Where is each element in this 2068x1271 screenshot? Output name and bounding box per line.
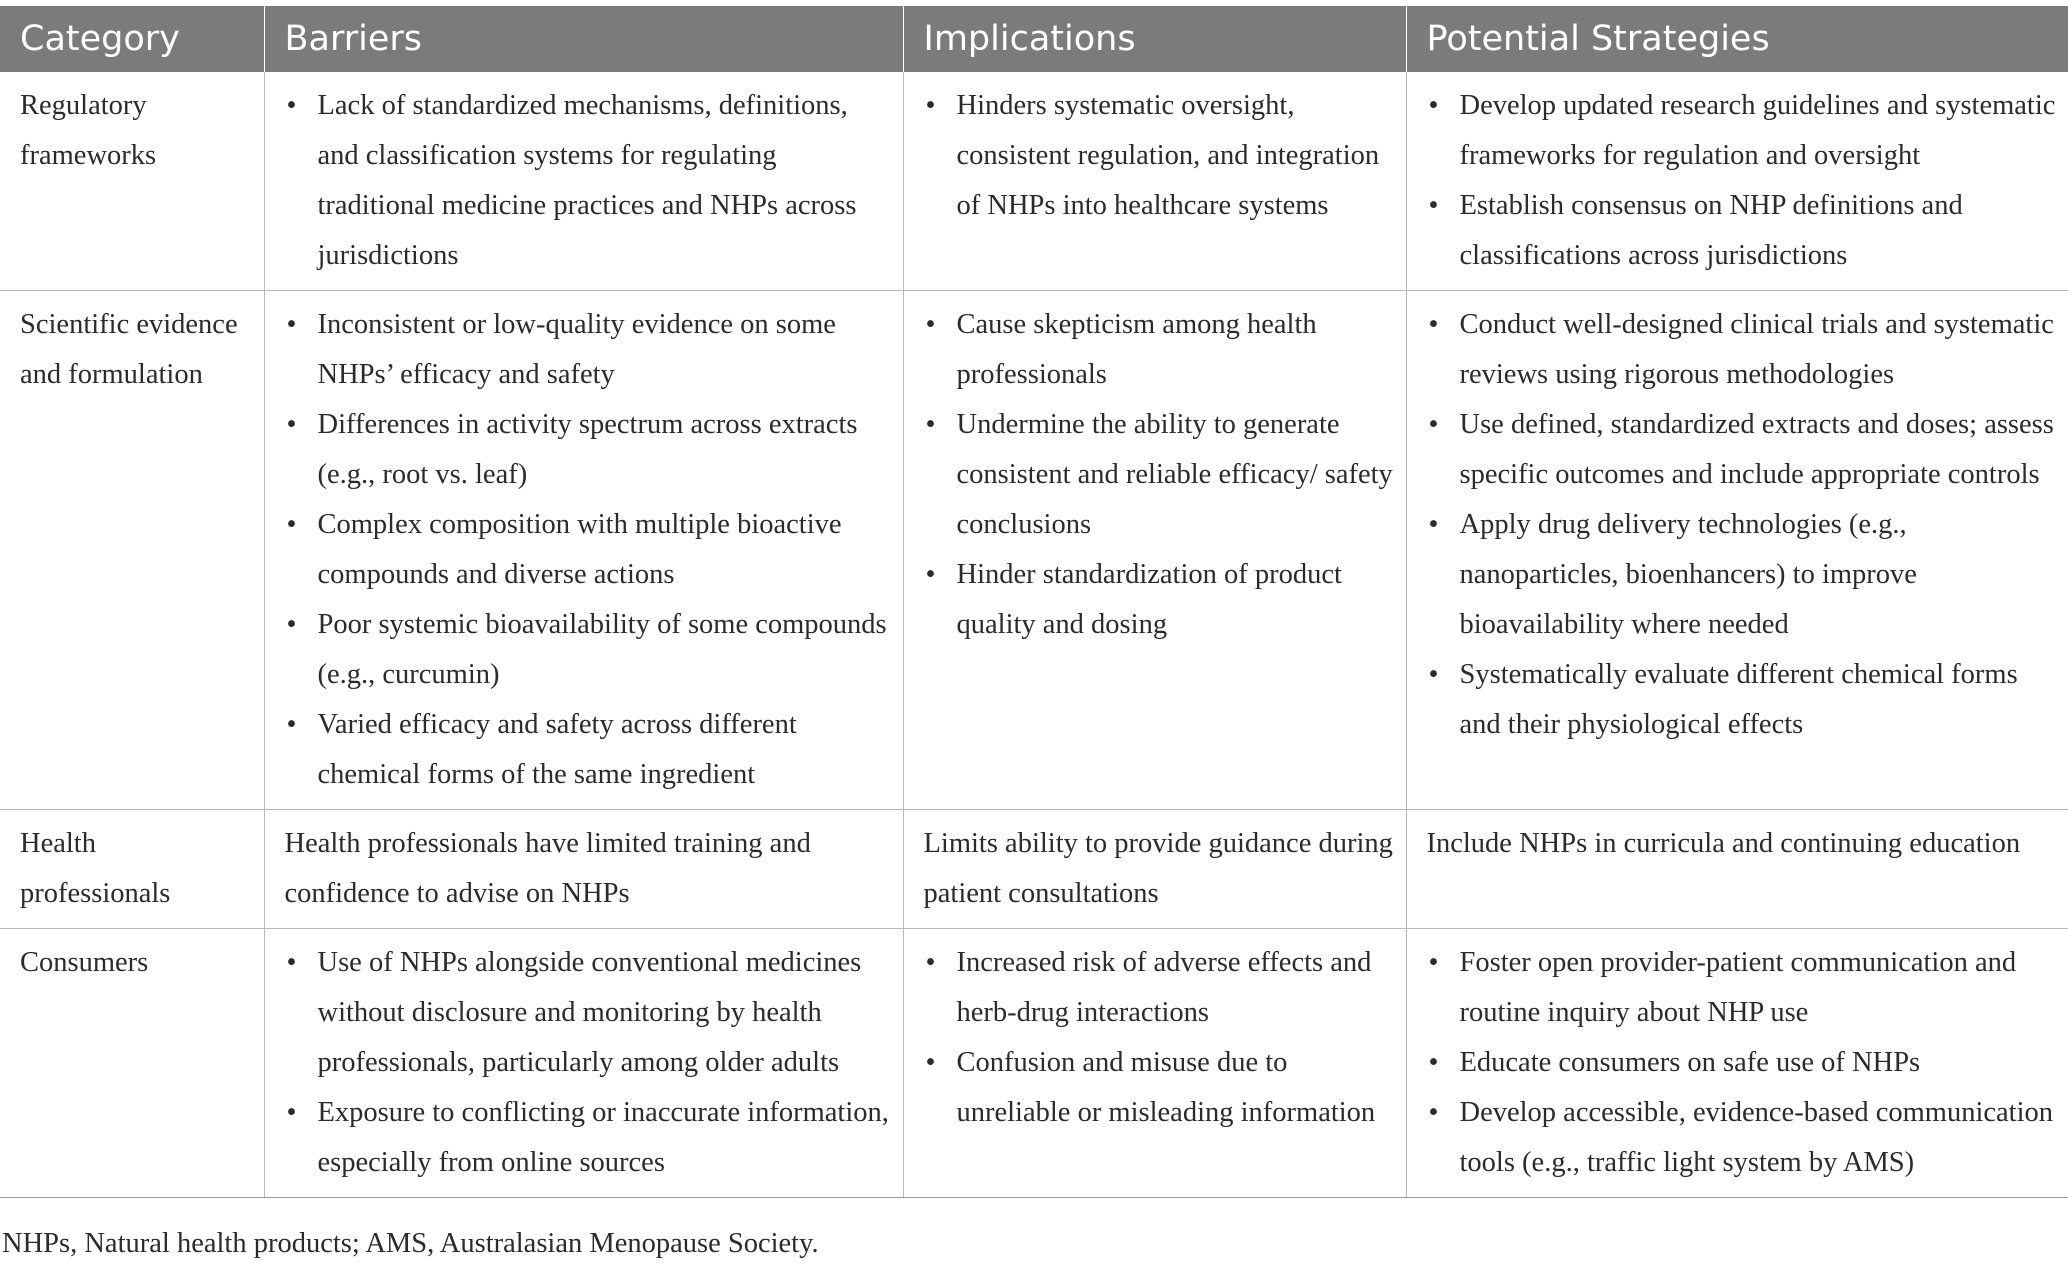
table-row	[0, 810, 2068, 929]
bullet-icon: •	[286, 509, 297, 540]
bullet-icon: •	[286, 709, 297, 740]
list-item	[285, 600, 891, 700]
bullet-icon: •	[286, 947, 297, 978]
list-item	[1427, 1088, 2057, 1188]
bullet-icon: •	[286, 409, 297, 440]
bullet-icon: •	[1428, 1097, 1439, 1128]
barriers-cell	[264, 929, 903, 1198]
table-header-row	[0, 6, 2068, 72]
list-item-text: Undermine the ability to generate consistent and reliable efficacy/ safety conclusions	[956, 409, 1393, 540]
list-item	[285, 700, 891, 800]
category-cell: Regulatory frameworks	[0, 72, 264, 291]
barriers-strategies-table	[0, 6, 2068, 1198]
list-item	[1427, 500, 2057, 650]
table-row	[0, 72, 2068, 291]
list-item-text: Hinder standardization of product quality and dosing	[956, 559, 1342, 640]
strategies-cell	[1406, 291, 2068, 810]
bullet-icon: •	[286, 309, 297, 340]
bullet-icon: •	[1428, 190, 1439, 221]
implications-list	[924, 938, 1394, 1138]
category-cell: Consumers	[0, 929, 264, 1198]
table-row	[0, 929, 2068, 1198]
list-item-text: Inconsistent or low-quality evidence on some NHPs’ efficacy and safety	[317, 309, 836, 390]
barriers-list	[285, 300, 891, 800]
list-item-text: Foster open provider-patient communication and routine inquiry about NHP use	[1459, 947, 2017, 1028]
list-item	[924, 400, 1394, 550]
list-item-text: Use of NHPs alongside conventional medicines without disclosure and monitoring by health professionals, particularly among older adults	[317, 947, 862, 1078]
list-item-text: Develop accessible, evidence-based communication tools (e.g., traffic light system by AMS)	[1459, 1097, 2054, 1178]
bullet-icon: •	[286, 609, 297, 640]
list-item	[285, 938, 891, 1088]
implications-cell	[903, 929, 1406, 1198]
list-item	[1427, 300, 2057, 400]
list-item	[1427, 650, 2057, 750]
barriers-list	[285, 938, 891, 1188]
category-cell: Scientific evidence and formulation	[0, 291, 264, 810]
list-item-text: Use defined, standardized extracts and doses; assess specific outcomes and include appropriate controls	[1459, 409, 2054, 490]
bullet-icon: •	[286, 90, 297, 121]
bullet-icon: •	[925, 947, 936, 978]
strategies-list	[1427, 81, 2057, 281]
barriers-text: Health professionals have limited training and confidence to advise on NHPs	[284, 828, 811, 909]
strategies-list	[1427, 300, 2057, 750]
table-body	[0, 72, 2068, 1198]
list-item-text: Lack of standardized mechanisms, definitions, and classification systems for regulating traditional medicine practices and NHPs across jurisdictions	[317, 90, 857, 271]
bullet-icon: •	[1428, 1047, 1439, 1078]
list-item-text: Conduct well-designed clinical trials and systematic reviews using rigorous methodologies	[1459, 309, 2054, 390]
list-item	[285, 300, 891, 400]
list-item	[285, 400, 891, 500]
list-item-text: Cause skepticism among health professionals	[956, 309, 1317, 390]
list-item	[924, 300, 1394, 400]
barriers-cell	[264, 810, 903, 929]
strategies-cell	[1406, 72, 2068, 291]
list-item	[285, 500, 891, 600]
list-item	[1427, 1038, 2057, 1088]
table-row	[0, 291, 2068, 810]
bullet-icon: •	[1428, 659, 1439, 690]
strategies-cell	[1406, 810, 2068, 929]
list-item	[924, 1038, 1394, 1138]
list-item	[1427, 938, 2057, 1038]
strategies-text: Include NHPs in curricula and continuing education	[1426, 828, 2021, 859]
bullet-icon: •	[1428, 947, 1439, 978]
barriers-cell	[264, 72, 903, 291]
implications-list	[924, 81, 1394, 231]
list-item-text: Establish consensus on NHP definitions and classifications across jurisdictions	[1459, 190, 1963, 271]
list-item-text: Apply drug delivery technologies (e.g., nanoparticles, bioenhancers) to improve bioavailability where needed	[1459, 509, 1917, 640]
bullet-icon: •	[925, 409, 936, 440]
bullet-icon: •	[925, 90, 936, 121]
list-item	[285, 81, 891, 281]
list-item	[924, 550, 1394, 650]
implications-cell	[903, 72, 1406, 291]
strategies-cell	[1406, 929, 2068, 1198]
list-item-text: Differences in activity spectrum across extracts (e.g., root vs. leaf)	[317, 409, 858, 490]
list-item	[1427, 181, 2057, 281]
list-item-text: Hinders systematic oversight, consistent regulation, and integration of NHPs into healthcare systems	[956, 90, 1380, 221]
list-item	[924, 938, 1394, 1038]
header-category: Category	[0, 6, 264, 72]
barriers-cell	[264, 291, 903, 810]
implications-text: Limits ability to provide guidance during patient consultations	[923, 828, 1393, 909]
list-item-text: Varied efficacy and safety across different chemical forms of the same ingredient	[317, 709, 797, 790]
strategies-list	[1427, 938, 2057, 1188]
bullet-icon: •	[925, 1047, 936, 1078]
bullet-icon: •	[925, 559, 936, 590]
header-implications: Implications	[903, 6, 1406, 72]
bullet-icon: •	[1428, 509, 1439, 540]
header-potential-strategies: Potential Strategies	[1406, 6, 2068, 72]
list-item	[285, 1088, 891, 1188]
list-item-text: Confusion and misuse due to unreliable or misleading information	[956, 1047, 1376, 1128]
list-item-text: Develop updated research guidelines and systematic frameworks for regulation and oversight	[1459, 90, 2056, 171]
category-cell: Health professionals	[0, 810, 264, 929]
list-item	[1427, 81, 2057, 181]
implications-cell	[903, 810, 1406, 929]
list-item-text: Exposure to conflicting or inaccurate information, especially from online sources	[317, 1097, 889, 1178]
bullet-icon: •	[1428, 309, 1439, 340]
list-item	[924, 81, 1394, 231]
bullet-icon: •	[1428, 409, 1439, 440]
list-item-text: Complex composition with multiple bioactive compounds and diverse actions	[317, 509, 842, 590]
list-item-text: Systematically evaluate different chemical forms and their physiological effects	[1459, 659, 2018, 740]
list-item-text: Educate consumers on safe use of NHPs	[1459, 1047, 1921, 1078]
implications-list	[924, 300, 1394, 650]
table-container	[0, 6, 2068, 1198]
list-item-text: Increased risk of adverse effects and herb-drug interactions	[956, 947, 1372, 1028]
bullet-icon: •	[925, 309, 936, 340]
list-item	[1427, 400, 2057, 500]
header-barriers: Barriers	[264, 6, 903, 72]
bullet-icon: •	[1428, 90, 1439, 121]
list-item-text: Poor systemic bioavailability of some compounds (e.g., curcumin)	[317, 609, 887, 690]
table-footnote: NHPs, Natural health products; AMS, Australasian Menopause Society.	[2, 1228, 819, 1259]
implications-cell	[903, 291, 1406, 810]
barriers-list	[285, 81, 891, 281]
bullet-icon: •	[286, 1097, 297, 1128]
